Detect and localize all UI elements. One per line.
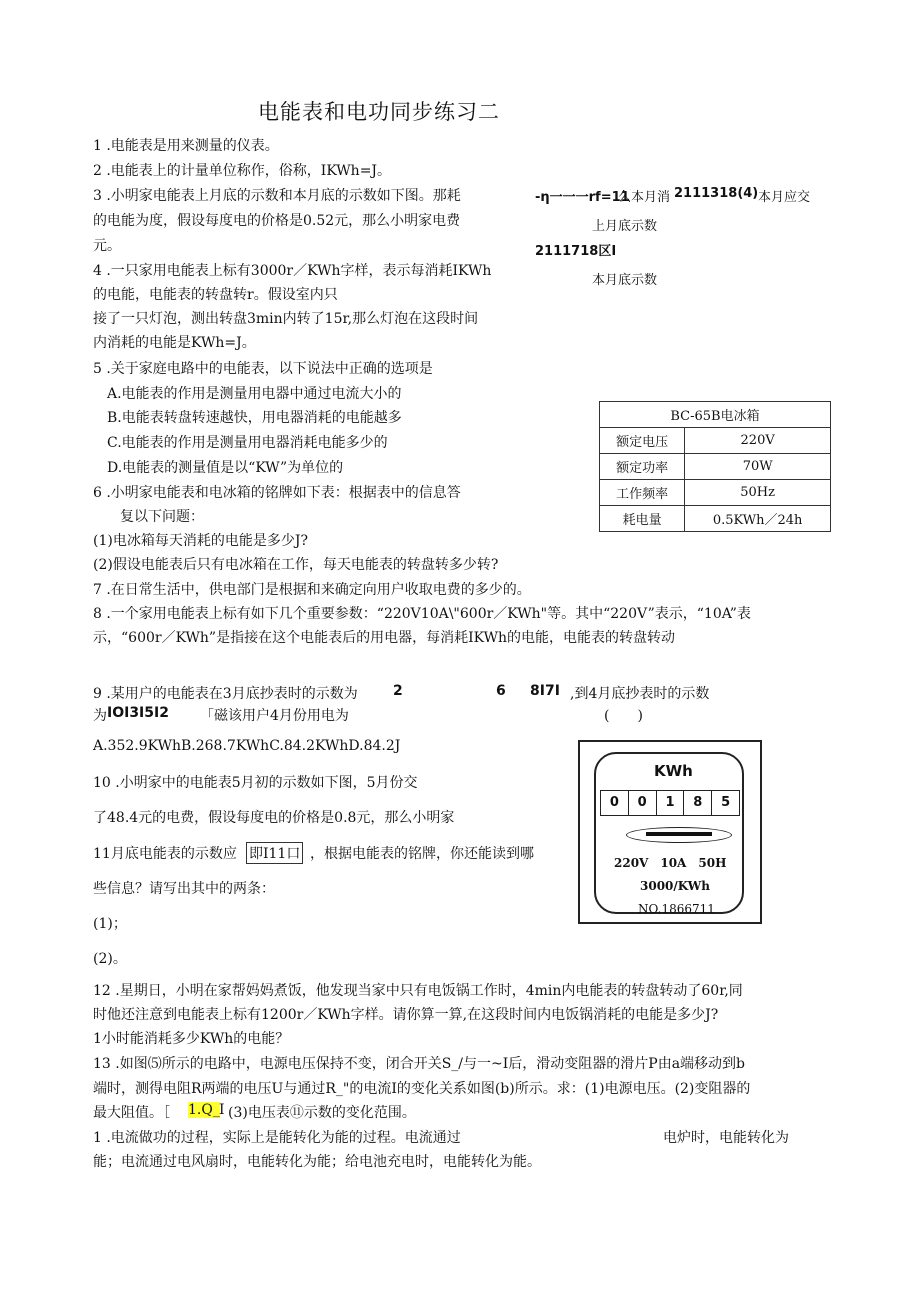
question-1: 1 .电能表是用来测量的仪表。 <box>93 138 279 154</box>
electric-meter-figure <box>578 740 762 924</box>
meter-constant: 3000/KWh <box>640 879 710 893</box>
question-3-line3: 元。 <box>93 238 121 254</box>
question-12-line1: 12 .星期日，小明在家帮妈妈煮饭，他发现当家中只有电饭锅工作时，4min内电能表的转盘转动了60r,同 <box>93 983 743 999</box>
question-4-line3: 接了一只灯泡，测出转盘3min内转了15r,那么灯泡在这段时间 <box>93 311 479 327</box>
table-row <box>600 454 831 480</box>
final-question-1-text: 1 .电流做功的过程，实际上是能转化为能的过程。电流通过 <box>93 1130 461 1146</box>
question-9-reading-part1: 2 <box>393 683 403 699</box>
final-question-1-end: 电炉时，电能转化为 <box>663 1130 789 1146</box>
question-9-reading-part2: 6 <box>496 683 506 699</box>
question-3-line1: 3 .小明家电能表上月底的示数和本月底的示数如下图。那耗 <box>93 188 461 204</box>
question-10-line3-end: ，根据电能表的铭牌，你还能读到哪 <box>310 846 534 862</box>
question-5-option-b: B.电能表转盘转速越快，用电器消耗的电能越多 <box>107 410 402 426</box>
table-cell-label: 额定功率 <box>600 454 685 480</box>
question-9-options: A.352.9KWhB.268.7KWhC.84.2KWhD.84.2J <box>93 738 401 754</box>
meter-reading-garbled-4: 本月应交 <box>758 190 811 205</box>
question-9-reading-part3: 8I7I <box>530 683 560 699</box>
meter-digit: 5 <box>721 795 731 810</box>
meter-digit: 8 <box>684 791 712 815</box>
table-cell-value: 70W <box>685 454 831 480</box>
table-row <box>600 506 831 532</box>
last-month-label: 上月底示数 <box>592 219 658 234</box>
table-cell-value: 50Hz <box>685 480 831 506</box>
question-9-line2-end: 「磁该用户4月份用电为 <box>200 708 349 724</box>
question-5: 5 .关于家庭电路中的电能表，以下说法中正确的选项是 <box>93 361 433 377</box>
fridge-nameplate-table <box>599 401 831 532</box>
question-6-sub2: (2)假设电能表后只有电冰箱在工作，每天电能表的转盘转多少转? <box>93 557 499 573</box>
question-10-line1: 10 .小明家中的电能表5月初的示数如下图，5月份交 <box>93 775 418 791</box>
question-4-line2: 的电能，电能表的转盘转r。假设室内只 <box>93 287 338 303</box>
table-cell-value: 220V <box>685 428 831 454</box>
question-9-reading-april: IOI3I5I2 <box>107 705 169 721</box>
question-3-line2: 的电能为度，假设每度电的价格是0.52元，那么小明家电费 <box>93 213 461 229</box>
question-10-sub2: (2)。 <box>93 951 127 967</box>
meter-digit: 0 <box>629 791 657 815</box>
question-5-option-c: C.电能表的作用是测量用电器消耗电能多少的 <box>107 435 388 451</box>
question-4-line4: 内消耗的电能是KWh=J。 <box>93 335 256 351</box>
question-12-line2: 时他还注意到电能表上标有1200r／KWh字样。请你算一算,在这段时间内电饭锅消耗的电能是多少J? <box>93 1007 719 1023</box>
question-9-line1-text: 9 .某用户的电能表在3月底抄表时的示数为 <box>93 686 358 702</box>
this-month-label: 本月底示数 <box>592 273 658 288</box>
table-cell-value: 0.5KWh／24h <box>685 506 831 532</box>
question-13-highlight: 1.Q_ <box>188 1102 220 1118</box>
meter-reading-garbled-5: 2111718区I <box>535 244 617 259</box>
question-12-line3: 1小时能消耗多少KWh的电能？ <box>93 1031 290 1047</box>
question-8-line2: 示，“600r／KWh”是指接在这个电能表后的用电器，每消耗IKWh的电能，电能表的转盘转动 <box>93 630 675 646</box>
question-13-line3-start: 最大阻值。［ <box>93 1105 170 1121</box>
question-5-option-a: A.电能表的作用是测量用电器中通过电流大小的 <box>107 386 402 402</box>
meter-reading-garbled-2: 么本月消 <box>618 190 671 205</box>
page-title: 电能表和电功同步练习二 <box>258 100 500 124</box>
meter-reading-garbled-3: 2111318(4) <box>674 186 759 201</box>
question-10-sub1: (1)； <box>93 916 127 932</box>
question-4-line1: 4 .一只家用电能表上标有3000r／KWh字样，表示每消耗IKWh <box>93 263 492 279</box>
meter-digit: 1 <box>657 791 685 815</box>
table-row <box>600 428 831 454</box>
final-question-1-line2: 能；电流通过电风扇时，电能转化为能；给电池充电时，电能转化为能。 <box>93 1154 541 1170</box>
question-9-line2-start: 为 <box>93 708 107 724</box>
question-9-answer-paren: ( ) <box>604 708 643 724</box>
meter-serial-number: NO.1866711 <box>638 902 715 916</box>
question-9-line1-end: ,到4月底抄表时的示数 <box>570 686 710 702</box>
question-13-line2: 端时，测得电阻R两端的电压U与通过R_"的电流I的变化关系如图(b)所示。求：(1)电源电压。(2)变阻器的 <box>93 1081 751 1097</box>
question-10-line4: 些信息？请写出其中的两条： <box>93 881 275 897</box>
question-10-answer-box: 即I11口 <box>246 842 303 864</box>
table-row <box>600 402 831 428</box>
meter-reading-garbled-1: -η一一一rf=11 <box>535 190 630 205</box>
meter-disc-icon <box>646 832 712 836</box>
question-10-line2: 了48.4元的电费，假设每度电的价格是0.8元，那么小明家 <box>93 810 455 826</box>
table-cell-label: 耗电量 <box>600 506 685 532</box>
meter-digit-display <box>600 790 740 816</box>
question-6-sub1: (1)电冰箱每天消耗的电能是多少J? <box>93 533 308 549</box>
meter-rating: 220V 10A 50H <box>614 856 727 870</box>
question-6-line2: 复以下问题： <box>120 509 204 525</box>
meter-unit-label: KWh <box>654 762 693 780</box>
question-10-line3-start: 11月底电能表的示数应 <box>93 846 237 862</box>
question-5-option-d: D.电能表的测量值是以“KW”为单位的 <box>107 460 344 476</box>
question-8-line1: 8 .一个家用电能表上标有如下几个重要参数：“220V10A\"600r／KWh"等。其中“220V”表示，“10A”表 <box>93 606 751 622</box>
fridge-table-title: BC-65B电冰箱 <box>600 402 831 428</box>
question-7: 7 .在日常生活中，供电部门是根据和来确定向用户收取电费的多少的。 <box>93 582 531 598</box>
table-row <box>600 480 831 506</box>
question-2: 2 .电能表上的计量单位称作，俗称，IKWh=J。 <box>93 163 392 179</box>
question-6-line1: 6 .小明家电能表和电冰箱的铭牌如下表：根据表中的信息答 <box>93 485 461 501</box>
table-cell-label: 工作频率 <box>600 480 685 506</box>
question-13-bracket: I <box>219 1102 225 1118</box>
question-13-line1: 13 .如图⑸所示的电路中，电源电压保持不变，闭合开关S_/与一~I后，滑动变阻器的滑片P由a端移动到b <box>93 1056 746 1072</box>
question-13-line3-end: (3)电压表⑪示数的变化范围。 <box>228 1105 416 1121</box>
meter-digit: 0 <box>601 791 629 815</box>
table-cell-label: 额定电压 <box>600 428 685 454</box>
